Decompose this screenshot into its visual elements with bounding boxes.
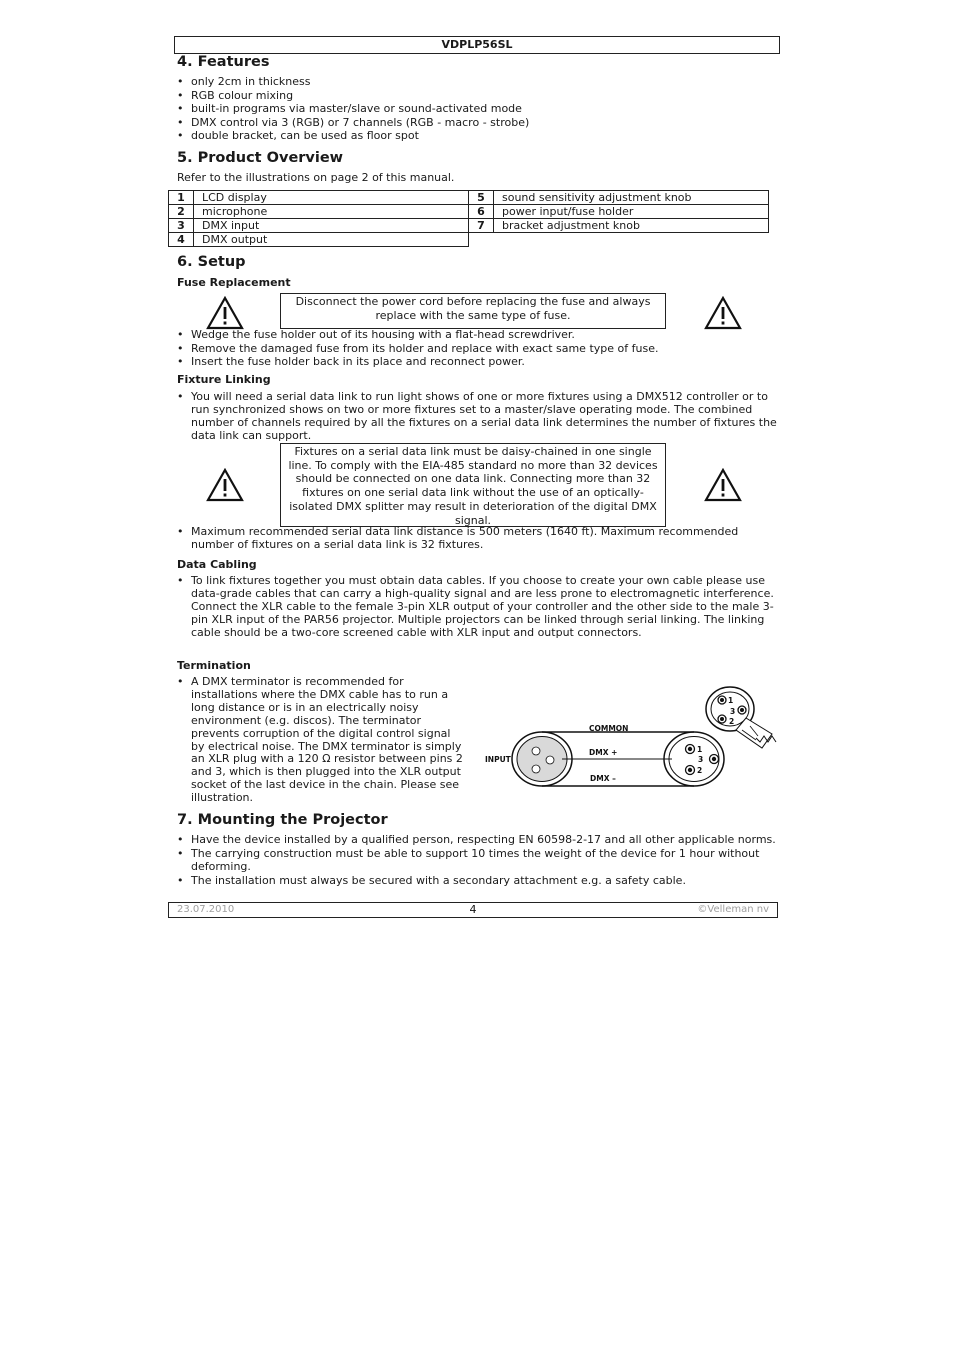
cabling-list [177, 575, 777, 640]
part-label: power input/fuse holder [494, 205, 769, 219]
part-number: 7 [469, 219, 494, 233]
empty-cell [494, 233, 769, 247]
output-pin-3-label: 3 [698, 755, 704, 764]
part-number: 3 [169, 219, 194, 233]
warning-icon [206, 468, 244, 502]
termination-list [177, 676, 463, 805]
termination-heading: Termination [177, 659, 251, 672]
mounting-list [177, 833, 777, 887]
diagram-label-input: INPUT [485, 755, 511, 764]
table-row [169, 233, 769, 247]
part-number: 4 [169, 233, 194, 247]
part-label: microphone [194, 205, 469, 219]
part-number: 2 [169, 205, 194, 219]
part-number: 6 [469, 205, 494, 219]
list-item: • A DMX terminator is recommended for installations where the DMX cable has to run a long distance or is in an electrically noisy environment (e.g. discos). The terminator prevents corruption of the digital control signal by electrical noise. The DMX terminator is simply an XLR plug with a 120 Ω resistor between pins 2 and 3, which is then plugged into the XLR output socket of the last device in the chain. Please see illustration. [177, 676, 463, 805]
list-item: • Wedge the fuse holder out of its housing with a flat-head screwdriver. [177, 328, 777, 342]
table-row [169, 219, 769, 233]
setup-heading: 6. Setup [177, 254, 246, 270]
part-label: DMX output [194, 233, 469, 247]
linking-list [177, 390, 777, 442]
overview-intro: Refer to the illustrations on page 2 of this manual. [177, 171, 455, 184]
list-item: • Remove the damaged fuse from its holder and replace with exact same type of fuse. [177, 342, 777, 356]
parts-table [168, 190, 769, 247]
list-item: • The installation must always be secured with a secondary attachment e.g. a safety cable. [177, 874, 777, 888]
list-item: • only 2cm in thickness [177, 75, 777, 89]
list-item: • You will need a serial data link to run light shows of one or more fixtures using a DMX512 controller or to run synchronized shows on two or more fixtures set to a master/slave operating mode. The combined number of channels required by all the fixtures on a serial data link determines the number of fixtures the data link can support. [177, 390, 777, 442]
list-item: • To link fixtures together you must obtain data cables. If you choose to create your own cable please use data-grade cables that can carry a high-quality signal and are less prone to electromagnetic interference. Connect the XLR cable to the female 3-pin XLR output of your controller and the other side to the male 3-pin XLR input of the PAR56 projector. Multiple projectors can be linked through serial linking. The linking cable should be a two-core screened cable with XLR input and output connectors. [177, 575, 777, 640]
diagram-label-dmx-plus: DMX + [589, 748, 618, 757]
list-item: • built-in programs via master/slave or sound-activated mode [177, 102, 777, 116]
linking-warning-box: Fixtures on a serial data link must be daisy-chained in one single line. To comply with the EIA-485 standard no more than 32 devices should be connected on one data link. Connecting more than 32 fixtures on one serial data link without the use of an optically-isolated DMX splitter may result in deterioration of the digital DMX signal. [280, 443, 666, 527]
features-list [177, 75, 777, 143]
list-item: • The carrying construction must be able to support 10 times the weight of the device for 1 hour without deforming. [177, 847, 777, 874]
list-item: • double bracket, can be used as floor spot [177, 129, 777, 143]
terminator-pin-3-label: 3 [730, 707, 736, 716]
mounting-heading: 7. Mounting the Projector [177, 812, 388, 828]
warning-icon [704, 468, 742, 502]
warning-icon [206, 296, 244, 330]
model-header: VDPLP56SL [174, 36, 780, 54]
terminator-pin-2-label: 2 [729, 717, 735, 726]
page-number: 4 [469, 903, 477, 916]
fuse-warning-box: Disconnect the power cord before replacing the fuse and always replace with the same type of fuse. [280, 293, 666, 329]
page-footer [168, 902, 778, 918]
fuse-heading: Fuse Replacement [177, 276, 291, 289]
output-pin-1-label: 1 [697, 745, 703, 754]
footer-copyright: ©Velleman nv [697, 904, 769, 915]
overview-heading: 5. Product Overview [177, 150, 344, 166]
dmx-terminator-diagram [480, 680, 780, 792]
diagram-label-dmx-minus: DMX – [590, 774, 616, 783]
part-label: DMX input [194, 219, 469, 233]
list-item: • Insert the fuse holder back in its place and reconnect power. [177, 355, 777, 369]
warning-icon [704, 296, 742, 330]
cabling-heading: Data Cabling [177, 558, 257, 571]
linking-heading: Fixture Linking [177, 373, 271, 386]
part-label: bracket adjustment knob [494, 219, 769, 233]
footer-date: 23.07.2010 [177, 904, 235, 915]
linking-note-list [177, 525, 777, 551]
list-item: • Maximum recommended serial data link distance is 500 meters (1640 ft). Maximum recommended number of fixtures on a serial data link is 32 fixtures. [177, 525, 777, 551]
part-number: 1 [169, 191, 194, 205]
features-heading: 4. Features [177, 54, 270, 70]
part-label: LCD display [194, 191, 469, 205]
list-item: • Have the device installed by a qualified person, respecting EN 60598-2-17 and all other applicable norms. [177, 833, 777, 847]
list-item: • DMX control via 3 (RGB) or 7 channels (RGB - macro - strobe) [177, 116, 777, 130]
list-item: • RGB colour mixing [177, 89, 777, 103]
empty-cell [469, 233, 494, 247]
table-row [169, 191, 769, 205]
cable-outline [512, 732, 724, 786]
part-label: sound sensitivity adjustment knob [494, 191, 769, 205]
output-pin-2-label: 2 [697, 766, 703, 775]
part-number: 5 [469, 191, 494, 205]
fuse-steps-list [177, 328, 777, 369]
terminator-pin-1-label: 1 [728, 696, 734, 705]
diagram-label-common: COMMON [589, 724, 629, 733]
table-row [169, 205, 769, 219]
terminator-plug [706, 687, 776, 748]
